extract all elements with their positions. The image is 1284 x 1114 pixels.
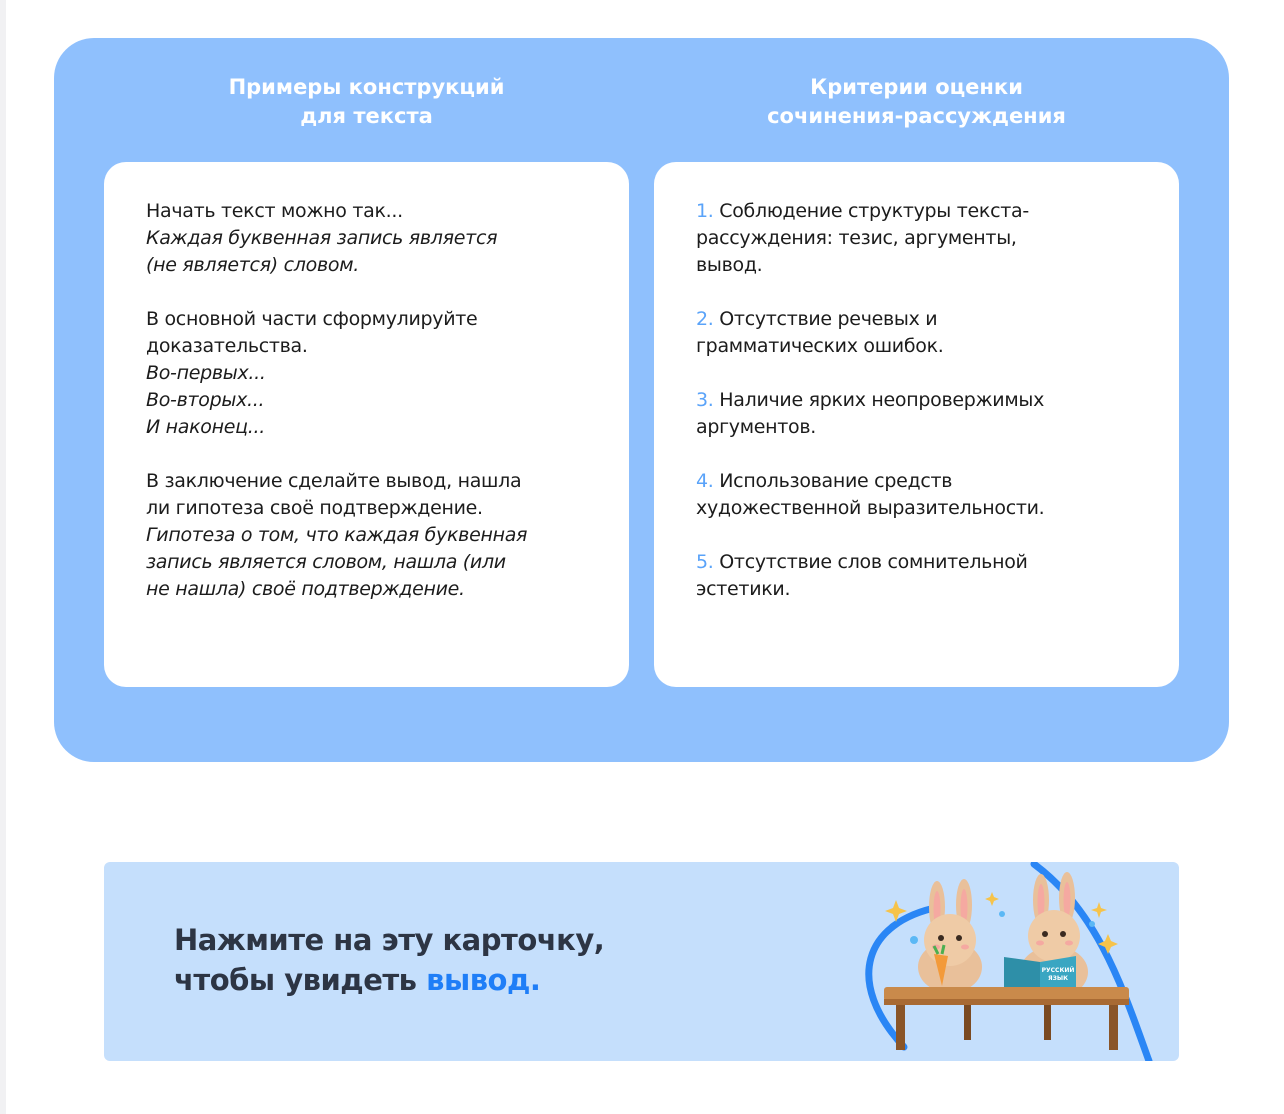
left-title-line: Примеры конструкций: [228, 75, 505, 99]
book-title-line: РУССКИЙ: [1041, 967, 1075, 974]
text-line: ли гипотеза своё подтверждение.: [146, 497, 483, 519]
criterion-text: вывод.: [696, 254, 763, 276]
criterion-text: Наличие ярких неопровержимых: [713, 389, 1045, 411]
criteria-card: [654, 162, 1179, 687]
criterion-item: [696, 387, 1151, 414]
right-title-line: Критерии оценки: [810, 75, 1023, 99]
criterion-item: [696, 198, 1151, 225]
criterion-number: 1.: [696, 200, 714, 222]
constructions-card: [104, 162, 629, 687]
criterion-text: Отсутствие слов сомнительной: [713, 551, 1028, 573]
conclusion-link-text: вывод.: [426, 963, 541, 997]
criterion-text: грамматических ошибок.: [696, 335, 944, 357]
left-column-title: [104, 73, 629, 131]
prompt-line: Нажмите на эту карточку,: [174, 923, 605, 957]
criterion-number: 4.: [696, 470, 714, 492]
reveal-conclusion-card[interactable]: [104, 862, 1179, 1061]
left-title-line: для текста: [300, 104, 433, 128]
criterion-number: 3.: [696, 389, 714, 411]
right-title-line: сочинения-рассуждения: [767, 104, 1066, 128]
criterion-item: [696, 306, 1151, 333]
example-line: Во-вторых...: [146, 389, 265, 411]
criterion-text: художественной выразительности.: [696, 497, 1045, 519]
prompt-line: [174, 960, 604, 1000]
criteria-list: [696, 198, 1151, 603]
reveal-prompt: [174, 920, 604, 1000]
example-line: Каждая буквенная запись является: [146, 227, 498, 249]
criterion-text: эстетики.: [696, 578, 791, 600]
right-column-title: [654, 73, 1179, 131]
criterion-text: Отсутствие речевых и: [713, 308, 938, 330]
page-edge: [0, 0, 6, 1114]
criterion-text: Соблюдение структуры текста-: [713, 200, 1029, 222]
text-line: В основной части сформулируйте: [146, 308, 478, 330]
constructions-text: [146, 198, 601, 603]
criterion-number: 2.: [696, 308, 714, 330]
book-title-line: ЯЗЫК: [1047, 975, 1069, 982]
example-line: Во-первых...: [146, 362, 266, 384]
example-line: Гипотеза о том, что каждая буквенная: [146, 524, 528, 546]
example-line: не нашла) своё подтверждение.: [146, 578, 465, 600]
text-line: доказательства.: [146, 335, 308, 357]
example-line: И наконец...: [146, 416, 265, 438]
bunnies-at-desk-illustration: [844, 862, 1179, 1061]
example-line: (не является) словом.: [146, 254, 359, 276]
example-line: запись является словом, нашла (или: [146, 551, 506, 573]
prompt-text: чтобы увидеть: [174, 963, 427, 997]
criterion-number: 5.: [696, 551, 714, 573]
criterion-text: Использование средств: [713, 470, 953, 492]
criterion-item: [696, 468, 1151, 495]
criterion-text: аргументов.: [696, 416, 817, 438]
info-panel: [54, 38, 1229, 762]
criterion-item: [696, 549, 1151, 576]
text-line: Начать текст можно так...: [146, 200, 403, 222]
text-line: В заключение сделайте вывод, нашла: [146, 470, 522, 492]
criterion-text: рассуждения: тезис, аргументы,: [696, 227, 1017, 249]
